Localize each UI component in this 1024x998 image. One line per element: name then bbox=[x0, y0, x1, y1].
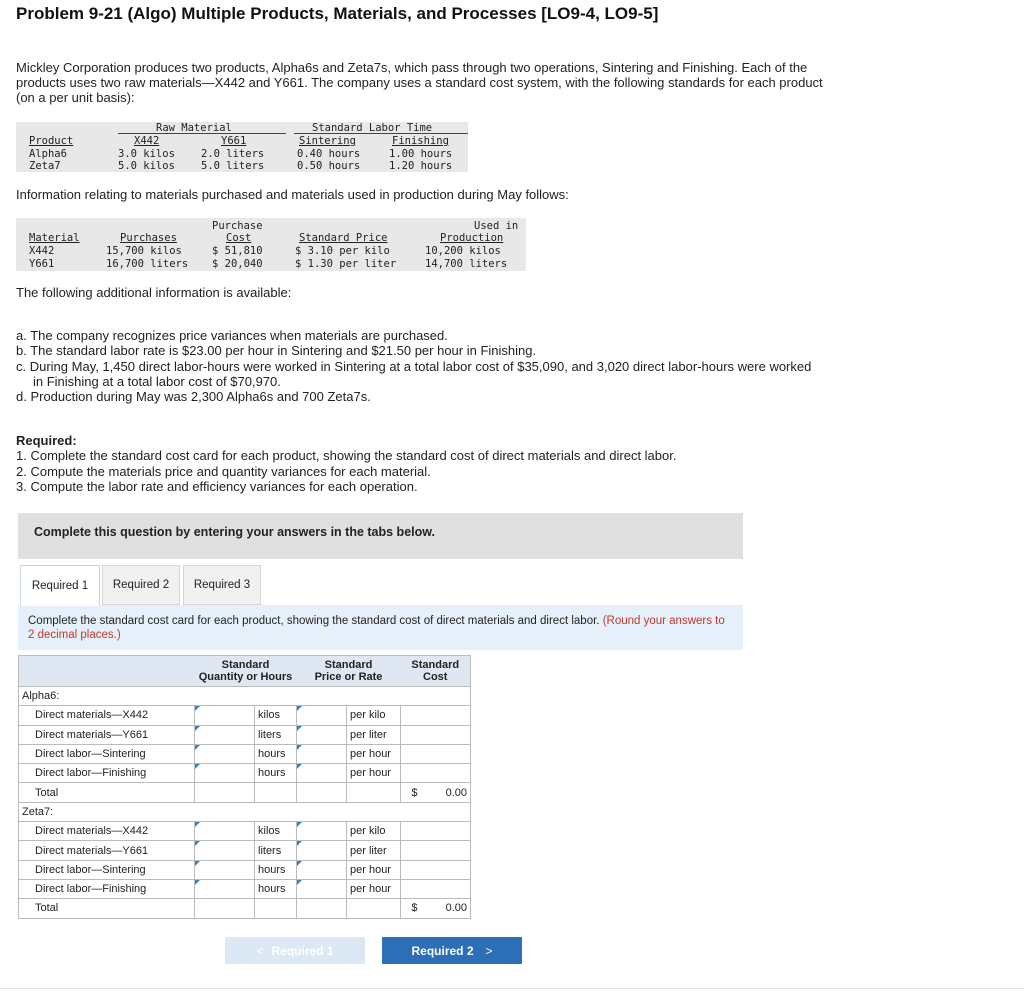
next-button-label: Required 2 bbox=[411, 943, 474, 958]
purchases-header: Purchases bbox=[120, 232, 177, 244]
tab-instructions bbox=[18, 605, 743, 650]
standards-content bbox=[16, 122, 468, 172]
std-row-fin: 1.00 hours bbox=[389, 148, 453, 160]
chevron-right-icon: > bbox=[485, 943, 493, 958]
rate-unit-label: per kilo bbox=[347, 822, 401, 841]
unit-label: hours bbox=[255, 879, 297, 898]
list-item: d. Production during May was 2,300 Alpha6s and 700 Zeta7s. bbox=[16, 389, 371, 405]
cost-cell bbox=[401, 744, 471, 763]
cost-cell bbox=[401, 860, 471, 879]
row-label: Direct materials—X442 bbox=[19, 822, 195, 841]
page-title: Problem 9-21 (Algo) Multiple Products, Materials, and Processes [LO9-4, LO9-5] bbox=[16, 4, 659, 23]
table-row bbox=[19, 725, 471, 744]
price-input[interactable] bbox=[297, 841, 347, 860]
production-header: Production bbox=[440, 232, 504, 244]
std-row-sint: 0.50 hours bbox=[297, 160, 361, 172]
list-item: c. During May, 1,450 direct labor-hours were worked in Sintering at a total labor cost of $35,090, and 3,020 direct labor-hours were worked in Finishing at a total labor cost of $70,970. bbox=[16, 358, 812, 389]
price-input[interactable] bbox=[297, 822, 347, 841]
purchase-header: Purchase bbox=[212, 220, 263, 232]
unit-label: kilos bbox=[255, 822, 297, 841]
unit-label: liters bbox=[255, 841, 297, 860]
info-list bbox=[16, 328, 816, 404]
quantity-input[interactable] bbox=[195, 764, 255, 783]
zeta-label: Zeta7: bbox=[19, 802, 195, 821]
table-row bbox=[19, 841, 471, 860]
x442-header: X442 bbox=[134, 135, 160, 147]
tab-required-3[interactable]: Required 3 bbox=[183, 565, 261, 605]
std-row-x442: 5.0 kilos bbox=[118, 160, 175, 172]
pur-row-used: 14,700 liters bbox=[425, 258, 508, 270]
rate-unit-label: per liter bbox=[347, 725, 401, 744]
banner-text: Complete this question by entering your answers in the tabs below. bbox=[34, 525, 435, 539]
used-in-header: Used in bbox=[474, 220, 519, 232]
tab-required-1[interactable]: Required 1 bbox=[20, 565, 100, 606]
y661-header: Y661 bbox=[221, 135, 247, 147]
cost-cell bbox=[401, 841, 471, 860]
pur-row-price: $ 1.30 per liter bbox=[295, 258, 397, 270]
row-label: Direct labor—Finishing bbox=[19, 764, 195, 783]
table-row bbox=[19, 706, 471, 725]
cost-cell bbox=[401, 725, 471, 744]
total-row bbox=[19, 899, 471, 918]
unit-label: hours bbox=[255, 744, 297, 763]
pur-row-purchases: 15,700 kilos bbox=[106, 245, 182, 257]
unit-label: kilos bbox=[255, 706, 297, 725]
currency-symbol: $ bbox=[401, 899, 421, 918]
pur-row-material: Y661 bbox=[29, 258, 55, 270]
unit-label: hours bbox=[255, 764, 297, 783]
material-header: Material bbox=[29, 232, 80, 244]
next-button[interactable] bbox=[382, 937, 522, 964]
rate-unit-label: per liter bbox=[347, 841, 401, 860]
total-label: Total bbox=[19, 783, 195, 802]
labor-time-header: Standard Labor Time bbox=[312, 122, 433, 134]
pur-row-used: 10,200 kilos bbox=[425, 245, 501, 257]
chevron-left-icon: < bbox=[256, 943, 264, 958]
std-row-y661: 5.0 liters bbox=[201, 160, 265, 172]
quantity-input[interactable] bbox=[195, 860, 255, 879]
instruction-text: Complete the standard cost card for each product, showing the standard cost of direct materials and direct labor. bbox=[28, 615, 600, 627]
total-row bbox=[19, 783, 471, 802]
rate-unit-label: per kilo bbox=[347, 706, 401, 725]
quantity-input[interactable] bbox=[195, 822, 255, 841]
instructions-banner bbox=[18, 513, 743, 559]
pur-row-cost: $ 51,810 bbox=[212, 245, 263, 257]
zeta-total-value: 0.00 bbox=[421, 899, 471, 918]
product-header: Product bbox=[29, 135, 74, 147]
price-input[interactable] bbox=[297, 860, 347, 879]
prev-button[interactable] bbox=[225, 937, 365, 964]
table-row bbox=[19, 860, 471, 879]
std-price-header: Standard Price bbox=[299, 232, 388, 244]
unit-label: hours bbox=[255, 860, 297, 879]
quantity-input[interactable] bbox=[195, 879, 255, 898]
row-label: Direct labor—Sintering bbox=[19, 744, 195, 763]
rate-unit-label: per hour bbox=[347, 879, 401, 898]
quantity-input[interactable] bbox=[195, 725, 255, 744]
std-row-fin: 1.20 hours bbox=[389, 160, 453, 172]
price-input[interactable] bbox=[297, 879, 347, 898]
price-input[interactable] bbox=[297, 764, 347, 783]
rate-unit-label: per hour bbox=[347, 860, 401, 879]
footer-divider bbox=[0, 988, 1024, 989]
standard-cost-card-table bbox=[18, 655, 471, 919]
cost-cell bbox=[401, 764, 471, 783]
quantity-input[interactable] bbox=[195, 744, 255, 763]
row-label: Direct labor—Finishing bbox=[19, 879, 195, 898]
table-row bbox=[19, 879, 471, 898]
std-cost-header: Standard Cost bbox=[401, 656, 471, 687]
pur-row-material: X442 bbox=[29, 245, 55, 257]
cost-header: Cost bbox=[226, 232, 252, 244]
additional-info-text: The following additional information is available: bbox=[16, 285, 292, 300]
price-input[interactable] bbox=[297, 725, 347, 744]
required-heading: Required: bbox=[16, 433, 77, 448]
unit-label: liters bbox=[255, 725, 297, 744]
std-row-product: Alpha6 bbox=[29, 148, 67, 160]
raw-material-header: Raw Material bbox=[156, 122, 232, 134]
alpha-total-value: 0.00 bbox=[421, 783, 471, 802]
tab-required-2[interactable]: Required 2 bbox=[102, 565, 180, 605]
rate-unit-label: per hour bbox=[347, 744, 401, 763]
prev-button-label: Required 1 bbox=[271, 943, 334, 958]
std-row-product: Zeta7 bbox=[29, 160, 61, 172]
sintering-header: Sintering bbox=[299, 135, 356, 147]
table-row bbox=[19, 764, 471, 783]
instruction-note: (Round your answers to 2 decimal places.) bbox=[28, 615, 725, 641]
row-label: Direct materials—Y661 bbox=[19, 725, 195, 744]
currency-symbol: $ bbox=[401, 783, 421, 802]
cost-cell bbox=[401, 706, 471, 725]
cost-cell bbox=[401, 879, 471, 898]
total-label: Total bbox=[19, 899, 195, 918]
row-label: Direct materials—X442 bbox=[19, 706, 195, 725]
std-row-y661: 2.0 liters bbox=[201, 148, 265, 160]
pur-row-price: $ 3.10 per kilo bbox=[295, 245, 390, 257]
quantity-input[interactable] bbox=[195, 841, 255, 860]
list-item: a. The company recognizes price variances when materials are purchased. bbox=[16, 328, 448, 343]
required-item: 3. Compute the labor rate and efficiency variances for each operation. bbox=[16, 478, 418, 494]
cost-cell bbox=[401, 822, 471, 841]
table-row bbox=[19, 744, 471, 763]
required-item: 1. Complete the standard cost card for each product, showing the standard cost of direct materials and direct labor. bbox=[16, 448, 677, 464]
required-item: 2. Compute the materials price and quantity variances for each material. bbox=[16, 463, 431, 479]
list-item: b. The standard labor rate is $23.00 per hour in Sintering and $21.50 per hour in Finishing. bbox=[16, 343, 537, 359]
price-input[interactable] bbox=[297, 706, 347, 725]
purchases-content bbox=[16, 218, 526, 271]
row-label: Direct materials—Y661 bbox=[19, 841, 195, 860]
row-label: Direct labor—Sintering bbox=[19, 860, 195, 879]
pur-row-purchases: 16,700 liters bbox=[106, 258, 189, 270]
quantity-input[interactable] bbox=[195, 706, 255, 725]
alpha-label: Alpha6: bbox=[19, 687, 195, 706]
std-qty-header: Standard Quantity or Hours bbox=[195, 656, 297, 687]
info-text: Information relating to materials purchased and materials used in production during May follows: bbox=[16, 187, 569, 202]
std-row-sint: 0.40 hours bbox=[297, 148, 361, 160]
std-row-x442: 3.0 kilos bbox=[118, 148, 175, 160]
required-section bbox=[16, 433, 676, 494]
intro-text: Mickley Corporation produces two products, Alpha6s and Zeta7s, which pass through two operations, Sintering and Finishing. Each of the products uses two raw materials—X442 and Y661. The company uses a standard cost system, with the following standards for each product (on a per unit basis): bbox=[16, 60, 823, 105]
price-input[interactable] bbox=[297, 744, 347, 763]
std-price-header: Standard Price or Rate bbox=[297, 656, 401, 687]
rate-unit-label: per hour bbox=[347, 764, 401, 783]
finishing-header: Finishing bbox=[392, 135, 449, 147]
table-row bbox=[19, 822, 471, 841]
pur-row-cost: $ 20,040 bbox=[212, 258, 263, 270]
